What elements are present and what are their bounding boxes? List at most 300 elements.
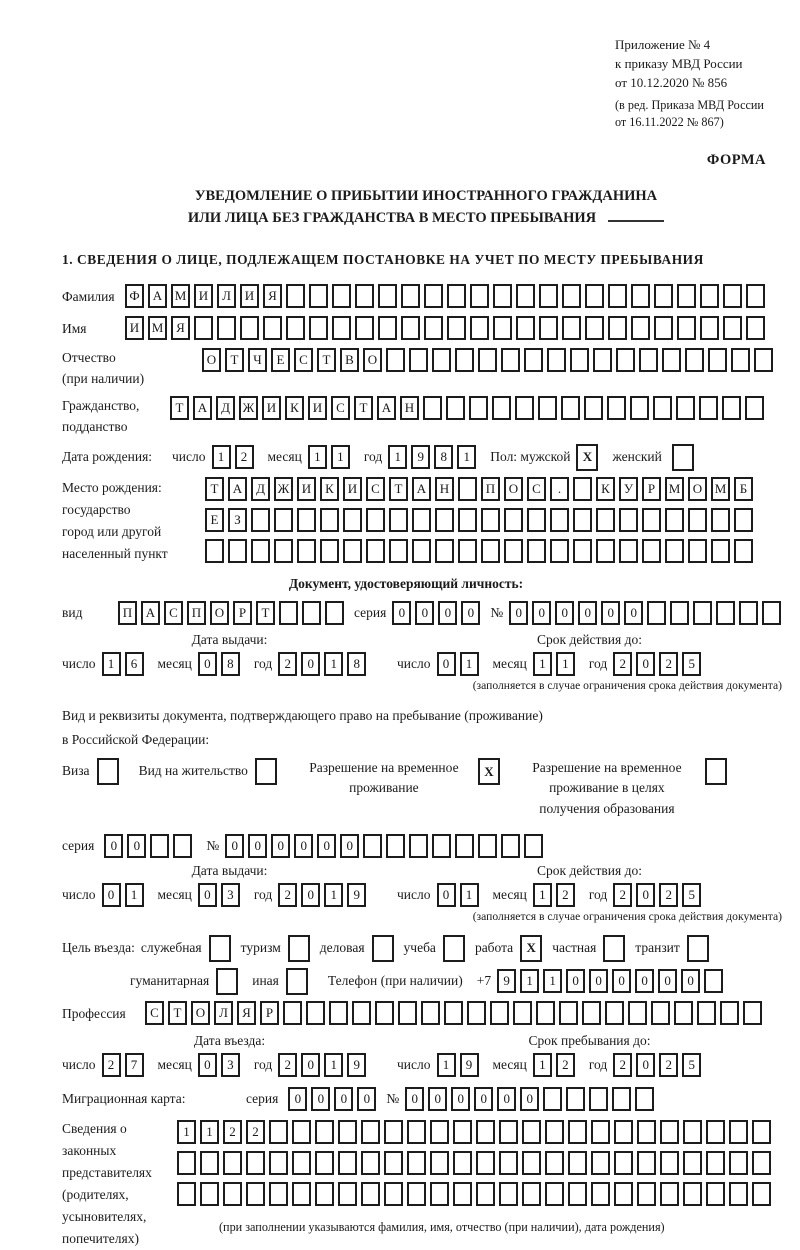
char-cell[interactable]: 2 (235, 445, 254, 469)
char-cell[interactable]: С (145, 1001, 164, 1025)
char-cell[interactable]: 1 (102, 652, 121, 676)
char-cell[interactable] (711, 508, 730, 532)
char-cell[interactable] (458, 477, 477, 501)
char-cell[interactable]: . (550, 477, 569, 501)
char-cell[interactable]: 1 (533, 883, 552, 907)
char-cell[interactable]: 1 (324, 652, 343, 676)
char-cell[interactable] (607, 396, 626, 420)
char-cell[interactable]: Ф (125, 284, 144, 308)
char-cell[interactable]: 0 (635, 969, 654, 993)
char-cell[interactable] (562, 284, 581, 308)
char-cell[interactable] (469, 396, 488, 420)
char-cell[interactable] (672, 444, 694, 471)
char-cell[interactable]: 6 (125, 652, 144, 676)
char-cell[interactable] (545, 1120, 564, 1144)
char-cell[interactable] (743, 1001, 762, 1025)
char-cell[interactable] (384, 1120, 403, 1144)
char-cell[interactable] (320, 539, 339, 563)
char-cell[interactable] (562, 316, 581, 340)
char-cell[interactable]: К (596, 477, 615, 501)
char-cell[interactable]: 2 (556, 1053, 575, 1077)
char-cell[interactable] (447, 284, 466, 308)
char-cell[interactable] (251, 508, 270, 532)
char-cell[interactable]: Т (256, 601, 275, 625)
char-cell[interactable] (309, 284, 328, 308)
char-cell[interactable]: Л (214, 1001, 233, 1025)
char-cell[interactable] (697, 1001, 716, 1025)
char-cell[interactable] (490, 1001, 509, 1025)
char-cell[interactable] (676, 396, 695, 420)
char-cell[interactable] (570, 348, 589, 372)
char-cell[interactable] (446, 396, 465, 420)
char-cell[interactable]: 1 (460, 652, 479, 676)
char-cell[interactable] (635, 1087, 654, 1111)
char-cell[interactable] (217, 316, 236, 340)
char-cell[interactable] (566, 1087, 585, 1111)
char-cell[interactable] (173, 834, 192, 858)
char-cell[interactable]: 0 (317, 834, 336, 858)
char-cell[interactable]: П (481, 477, 500, 501)
char-cell[interactable] (470, 316, 489, 340)
char-cell[interactable]: 0 (405, 1087, 424, 1111)
char-cell[interactable] (363, 834, 382, 858)
char-cell[interactable] (467, 1001, 486, 1025)
char-cell[interactable]: 0 (624, 601, 643, 625)
char-cell[interactable]: 1 (331, 445, 350, 469)
char-cell[interactable] (315, 1120, 334, 1144)
char-cell[interactable] (568, 1182, 587, 1206)
char-cell[interactable]: И (308, 396, 327, 420)
char-cell[interactable]: У (619, 477, 638, 501)
char-cell[interactable] (720, 1001, 739, 1025)
char-cell[interactable] (630, 396, 649, 420)
char-cell[interactable] (97, 758, 119, 785)
char-cell[interactable] (603, 935, 625, 962)
char-cell[interactable] (401, 284, 420, 308)
char-cell[interactable] (527, 539, 546, 563)
char-cell[interactable] (361, 1182, 380, 1206)
char-cell[interactable] (216, 968, 238, 995)
char-cell[interactable] (398, 1001, 417, 1025)
char-cell[interactable] (205, 539, 224, 563)
char-cell[interactable]: 0 (636, 1053, 655, 1077)
char-cell[interactable]: 2 (278, 1053, 297, 1077)
char-cell[interactable] (372, 935, 394, 962)
char-cell[interactable] (653, 396, 672, 420)
char-cell[interactable]: О (504, 477, 523, 501)
char-cell[interactable] (582, 1001, 601, 1025)
char-cell[interactable] (536, 1001, 555, 1025)
char-cell[interactable]: И (343, 477, 362, 501)
char-cell[interactable]: Р (233, 601, 252, 625)
char-cell[interactable]: 0 (461, 601, 480, 625)
char-cell[interactable] (559, 1001, 578, 1025)
char-cell[interactable]: 2 (613, 1053, 632, 1077)
char-cell[interactable] (386, 348, 405, 372)
char-cell[interactable]: Т (317, 348, 336, 372)
char-cell[interactable]: М (171, 284, 190, 308)
char-cell[interactable]: К (320, 477, 339, 501)
char-cell[interactable]: 2 (659, 883, 678, 907)
char-cell[interactable] (631, 284, 650, 308)
char-cell[interactable] (731, 348, 750, 372)
char-cell[interactable] (723, 316, 742, 340)
char-cell[interactable]: 9 (411, 445, 430, 469)
char-cell[interactable] (677, 316, 696, 340)
char-cell[interactable]: Т (389, 477, 408, 501)
char-cell[interactable] (432, 834, 451, 858)
char-cell[interactable]: А (412, 477, 431, 501)
char-cell[interactable] (297, 539, 316, 563)
char-cell[interactable]: 8 (434, 445, 453, 469)
char-cell[interactable]: 0 (288, 1087, 307, 1111)
char-cell[interactable] (332, 316, 351, 340)
char-cell[interactable]: 0 (301, 883, 320, 907)
char-cell[interactable] (637, 1182, 656, 1206)
char-cell[interactable] (269, 1120, 288, 1144)
char-cell[interactable] (501, 834, 520, 858)
char-cell[interactable] (654, 316, 673, 340)
char-cell[interactable]: Б (734, 477, 753, 501)
char-cell[interactable] (584, 396, 603, 420)
char-cell[interactable]: Ч (248, 348, 267, 372)
char-cell[interactable] (729, 1120, 748, 1144)
char-cell[interactable]: П (118, 601, 137, 625)
char-cell[interactable]: Х (520, 935, 542, 962)
char-cell[interactable] (412, 539, 431, 563)
char-cell[interactable] (325, 601, 344, 625)
char-cell[interactable] (246, 1182, 265, 1206)
char-cell[interactable] (752, 1120, 771, 1144)
char-cell[interactable]: Д (216, 396, 235, 420)
char-cell[interactable]: 2 (278, 883, 297, 907)
char-cell[interactable] (274, 539, 293, 563)
char-cell[interactable]: 1 (457, 445, 476, 469)
char-cell[interactable] (286, 284, 305, 308)
char-cell[interactable]: 0 (438, 601, 457, 625)
char-cell[interactable]: 2 (659, 1053, 678, 1077)
char-cell[interactable]: 0 (601, 601, 620, 625)
char-cell[interactable]: Р (642, 477, 661, 501)
char-cell[interactable]: Я (237, 1001, 256, 1025)
char-cell[interactable]: 0 (248, 834, 267, 858)
char-cell[interactable]: 3 (221, 1053, 240, 1077)
char-cell[interactable] (550, 508, 569, 532)
char-cell[interactable] (194, 316, 213, 340)
char-cell[interactable] (631, 316, 650, 340)
char-cell[interactable] (708, 348, 727, 372)
char-cell[interactable]: К (285, 396, 304, 420)
char-cell[interactable] (320, 508, 339, 532)
char-cell[interactable] (255, 758, 277, 785)
char-cell[interactable] (430, 1120, 449, 1144)
char-cell[interactable] (685, 348, 704, 372)
char-cell[interactable] (706, 1120, 725, 1144)
char-cell[interactable]: А (228, 477, 247, 501)
char-cell[interactable] (711, 539, 730, 563)
char-cell[interactable] (352, 1001, 371, 1025)
char-cell[interactable] (524, 348, 543, 372)
char-cell[interactable]: 1 (556, 652, 575, 676)
char-cell[interactable]: 0 (127, 834, 146, 858)
char-cell[interactable]: 8 (221, 652, 240, 676)
char-cell[interactable] (493, 284, 512, 308)
char-cell[interactable]: А (377, 396, 396, 420)
char-cell[interactable] (366, 539, 385, 563)
char-cell[interactable] (734, 508, 753, 532)
char-cell[interactable]: 0 (532, 601, 551, 625)
char-cell[interactable]: 0 (334, 1087, 353, 1111)
char-cell[interactable] (589, 1087, 608, 1111)
char-cell[interactable] (573, 508, 592, 532)
char-cell[interactable]: М (711, 477, 730, 501)
char-cell[interactable] (739, 601, 758, 625)
char-cell[interactable] (499, 1182, 518, 1206)
char-cell[interactable] (683, 1120, 702, 1144)
char-cell[interactable] (674, 1001, 693, 1025)
char-cell[interactable] (561, 396, 580, 420)
char-cell[interactable] (315, 1182, 334, 1206)
char-cell[interactable] (608, 284, 627, 308)
char-cell[interactable]: С (164, 601, 183, 625)
char-cell[interactable]: 0 (271, 834, 290, 858)
char-cell[interactable] (470, 284, 489, 308)
char-cell[interactable]: 9 (497, 969, 516, 993)
char-cell[interactable] (614, 1120, 633, 1144)
char-cell[interactable]: 0 (437, 883, 456, 907)
char-cell[interactable]: М (665, 477, 684, 501)
char-cell[interactable] (292, 1120, 311, 1144)
char-cell[interactable]: 9 (347, 883, 366, 907)
char-cell[interactable] (386, 834, 405, 858)
char-cell[interactable] (269, 1182, 288, 1206)
char-cell[interactable] (501, 348, 520, 372)
char-cell[interactable] (745, 396, 764, 420)
char-cell[interactable]: Д (251, 477, 270, 501)
char-cell[interactable]: С (331, 396, 350, 420)
char-cell[interactable]: 0 (555, 601, 574, 625)
char-cell[interactable] (288, 935, 310, 962)
char-cell[interactable]: Р (260, 1001, 279, 1025)
char-cell[interactable] (538, 396, 557, 420)
char-cell[interactable] (292, 1182, 311, 1206)
char-cell[interactable]: 0 (578, 601, 597, 625)
char-cell[interactable] (688, 539, 707, 563)
char-cell[interactable] (283, 1001, 302, 1025)
char-cell[interactable] (651, 1001, 670, 1025)
char-cell[interactable]: Т (225, 348, 244, 372)
char-cell[interactable] (455, 348, 474, 372)
char-cell[interactable]: 5 (682, 883, 701, 907)
char-cell[interactable] (596, 539, 615, 563)
char-cell[interactable]: 2 (102, 1053, 121, 1077)
char-cell[interactable] (332, 284, 351, 308)
char-cell[interactable] (274, 508, 293, 532)
char-cell[interactable]: 0 (451, 1087, 470, 1111)
char-cell[interactable]: 1 (324, 883, 343, 907)
char-cell[interactable]: И (240, 284, 259, 308)
char-cell[interactable] (476, 1120, 495, 1144)
char-cell[interactable] (384, 1182, 403, 1206)
char-cell[interactable] (665, 508, 684, 532)
char-cell[interactable]: Ж (239, 396, 258, 420)
char-cell[interactable]: 0 (612, 969, 631, 993)
char-cell[interactable]: 0 (311, 1087, 330, 1111)
char-cell[interactable] (547, 348, 566, 372)
char-cell[interactable]: А (141, 601, 160, 625)
char-cell[interactable] (539, 284, 558, 308)
char-cell[interactable] (642, 508, 661, 532)
char-cell[interactable]: 1 (460, 883, 479, 907)
char-cell[interactable] (200, 1182, 219, 1206)
char-cell[interactable]: О (202, 348, 221, 372)
char-cell[interactable]: 1 (308, 445, 327, 469)
char-cell[interactable] (647, 601, 666, 625)
char-cell[interactable]: Т (168, 1001, 187, 1025)
char-cell[interactable]: 2 (659, 652, 678, 676)
char-cell[interactable]: 9 (347, 1053, 366, 1077)
char-cell[interactable]: Т (170, 396, 189, 420)
char-cell[interactable] (150, 834, 169, 858)
char-cell[interactable] (209, 935, 231, 962)
char-cell[interactable] (435, 508, 454, 532)
char-cell[interactable]: 0 (497, 1087, 516, 1111)
char-cell[interactable] (568, 1120, 587, 1144)
char-cell[interactable] (522, 1120, 541, 1144)
char-cell[interactable]: С (294, 348, 313, 372)
char-cell[interactable] (302, 601, 321, 625)
char-cell[interactable] (722, 396, 741, 420)
char-cell[interactable]: 2 (246, 1120, 265, 1144)
char-cell[interactable] (716, 601, 735, 625)
char-cell[interactable] (639, 348, 658, 372)
char-cell[interactable]: 0 (301, 1053, 320, 1077)
char-cell[interactable] (240, 316, 259, 340)
char-cell[interactable]: 1 (212, 445, 231, 469)
char-cell[interactable] (585, 284, 604, 308)
char-cell[interactable] (407, 1120, 426, 1144)
char-cell[interactable] (693, 601, 712, 625)
char-cell[interactable] (543, 1087, 562, 1111)
char-cell[interactable] (297, 508, 316, 532)
char-cell[interactable] (355, 316, 374, 340)
char-cell[interactable] (286, 316, 305, 340)
char-cell[interactable]: И (194, 284, 213, 308)
char-cell[interactable]: П (187, 601, 206, 625)
char-cell[interactable] (628, 1001, 647, 1025)
char-cell[interactable] (430, 1182, 449, 1206)
char-cell[interactable] (263, 316, 282, 340)
char-cell[interactable]: 5 (682, 1053, 701, 1077)
char-cell[interactable] (329, 1001, 348, 1025)
char-cell[interactable] (424, 316, 443, 340)
char-cell[interactable]: М (148, 316, 167, 340)
char-cell[interactable] (704, 969, 723, 993)
char-cell[interactable]: 1 (200, 1120, 219, 1144)
char-cell[interactable] (596, 508, 615, 532)
char-cell[interactable] (683, 1182, 702, 1206)
char-cell[interactable] (481, 508, 500, 532)
char-cell[interactable] (424, 284, 443, 308)
char-cell[interactable] (455, 834, 474, 858)
char-cell[interactable] (355, 284, 374, 308)
char-cell[interactable]: 0 (636, 883, 655, 907)
char-cell[interactable] (752, 1182, 771, 1206)
char-cell[interactable] (524, 834, 543, 858)
char-cell[interactable]: 0 (102, 883, 121, 907)
char-cell[interactable]: З (228, 508, 247, 532)
title-blank-line[interactable] (608, 220, 664, 222)
char-cell[interactable] (706, 1182, 725, 1206)
char-cell[interactable] (309, 316, 328, 340)
char-cell[interactable]: 0 (636, 652, 655, 676)
char-cell[interactable] (746, 316, 765, 340)
char-cell[interactable]: 0 (104, 834, 123, 858)
char-cell[interactable]: 2 (223, 1120, 242, 1144)
char-cell[interactable] (378, 316, 397, 340)
char-cell[interactable] (338, 1120, 357, 1144)
char-cell[interactable] (593, 348, 612, 372)
char-cell[interactable] (754, 348, 773, 372)
char-cell[interactable] (476, 1182, 495, 1206)
char-cell[interactable]: Е (205, 508, 224, 532)
char-cell[interactable] (516, 284, 535, 308)
char-cell[interactable]: Т (205, 477, 224, 501)
char-cell[interactable]: 0 (658, 969, 677, 993)
char-cell[interactable] (660, 1120, 679, 1144)
char-cell[interactable] (573, 477, 592, 501)
char-cell[interactable]: 1 (125, 883, 144, 907)
char-cell[interactable] (516, 316, 535, 340)
char-cell[interactable]: Е (271, 348, 290, 372)
char-cell[interactable]: С (366, 477, 385, 501)
char-cell[interactable] (435, 539, 454, 563)
char-cell[interactable] (670, 601, 689, 625)
char-cell[interactable]: 1 (533, 1053, 552, 1077)
char-cell[interactable]: 0 (357, 1087, 376, 1111)
char-cell[interactable]: 1 (520, 969, 539, 993)
char-cell[interactable] (545, 1182, 564, 1206)
char-cell[interactable] (504, 508, 523, 532)
char-cell[interactable] (177, 1182, 196, 1206)
char-cell[interactable] (499, 1120, 518, 1144)
char-cell[interactable] (619, 539, 638, 563)
char-cell[interactable] (585, 316, 604, 340)
char-cell[interactable] (619, 508, 638, 532)
char-cell[interactable]: В (340, 348, 359, 372)
char-cell[interactable] (642, 539, 661, 563)
char-cell[interactable]: 2 (613, 883, 632, 907)
char-cell[interactable] (637, 1120, 656, 1144)
char-cell[interactable]: 0 (225, 834, 244, 858)
char-cell[interactable] (612, 1087, 631, 1111)
char-cell[interactable]: 0 (681, 969, 700, 993)
char-cell[interactable]: О (688, 477, 707, 501)
char-cell[interactable]: Х (576, 444, 598, 471)
char-cell[interactable]: С (527, 477, 546, 501)
char-cell[interactable] (734, 539, 753, 563)
char-cell[interactable]: Н (400, 396, 419, 420)
char-cell[interactable] (493, 316, 512, 340)
char-cell[interactable]: Н (435, 477, 454, 501)
char-cell[interactable] (723, 284, 742, 308)
char-cell[interactable]: 0 (428, 1087, 447, 1111)
char-cell[interactable]: Я (171, 316, 190, 340)
char-cell[interactable] (458, 539, 477, 563)
char-cell[interactable]: 2 (556, 883, 575, 907)
char-cell[interactable] (591, 1182, 610, 1206)
char-cell[interactable] (421, 1001, 440, 1025)
